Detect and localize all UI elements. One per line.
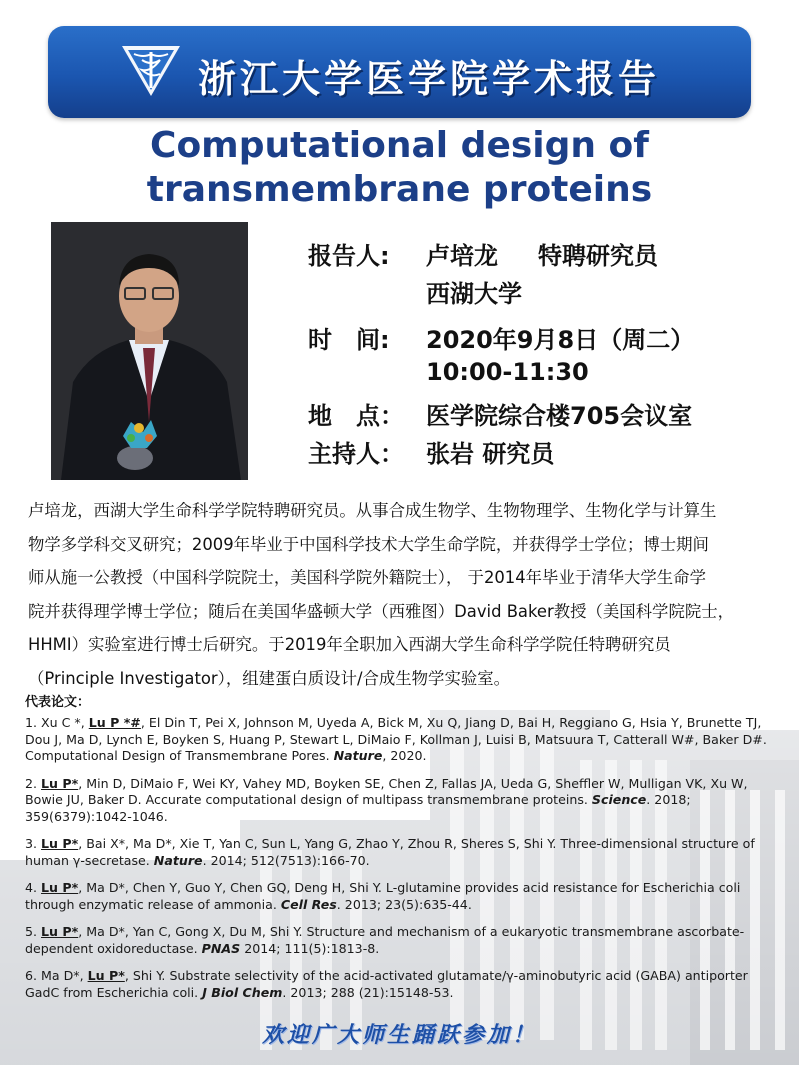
pub-text: through enzymatic release of ammonia. [25, 896, 281, 912]
pub-journal: Science [591, 792, 647, 807]
bio-line: HHMI）实验室进行博士后研究。于2019年全职加入西湖大学生命科学学院任特聘研究员 [28, 635, 671, 654]
time-label: 时 间: [308, 326, 390, 354]
talk-title-line-1: Computational design of [150, 125, 649, 166]
pub-author-highlight: Lu P* [41, 880, 79, 895]
pub-text: , El Din T, Pei X, Johnson M, Uyeda A, Bick M, Xu Q, Jiang D, Bai H, Reggiano G, Hsia Y, Brunette TJ, [140, 715, 762, 730]
speaker-label: 报告人: [308, 242, 390, 270]
pub-text: , Bai X*, Ma D*, Xie T, Yan C, Sun L, Yang G, Zhao Y, Zhou R, Sheres S, Shi Y. Three-dimensional structure of [78, 836, 755, 851]
pub-text: , Ma D*, Chen Y, Guo Y, Chen GQ, Deng H, Shi Y. L-glutamine provides acid resistance for Escherichia coli [78, 880, 741, 895]
pub-text: 1. Xu C *, [25, 715, 89, 730]
publications-list [25, 715, 780, 1012]
host-label: 主持人： [308, 440, 404, 468]
pub-text: 359(6379):1042-1046. [25, 808, 168, 824]
bio-line: 院并获得理学博士学位；随后在美国华盛顿大学（西雅图）David Baker教授（美国科学院院士， [28, 601, 735, 621]
speaker-photo [51, 222, 248, 480]
bio-line: 卢培龙，西湖大学生命科学学院特聘研究员。从事合成生物学、生物物理学、生物化学与计算生 [28, 501, 717, 520]
venue-label: 地 点： [308, 402, 404, 430]
speaker-bio [28, 494, 778, 695]
pub-journal: Cell Res [280, 896, 337, 912]
publication-item [25, 776, 780, 826]
talk-venue: 医学院综合楼705会议室 [426, 402, 693, 430]
pub-text: Bowie JU, Baker D. Accurate computational design of multipass transmembrane proteins. [25, 792, 592, 807]
publication-item [25, 924, 780, 957]
pub-text: 2014; 111(5):1813-8. [240, 940, 380, 956]
bio-line: 师从施一公教授（中国科学院院士，美国科学院外籍院士）， 于2014年毕业于清华大学生命学 [28, 568, 706, 587]
pub-text: , Ma D*, Yan C, Gong X, Du M, Shi Y. Structure and mechanism of a eukaryotic transmembrane ascorbate- [78, 924, 745, 939]
pub-text: Computational Design of Transmembrane Pores. [25, 748, 334, 763]
welcome-message: 欢迎广大师生踊跃参加！ [261, 1023, 537, 1048]
pub-text: 3. [25, 836, 42, 851]
medical-caduceus-icon [120, 42, 182, 98]
pub-text: GadC from Escherichia coli. [25, 984, 203, 1000]
pub-journal: PNAS [201, 940, 241, 956]
pub-text: 6. Ma D*, [25, 968, 88, 983]
pub-text: . 2013; 23(5):635-44. [336, 896, 472, 912]
pub-text: human γ-secretase. [25, 852, 154, 868]
banner-title: 浙江大学医学院学术报告 [198, 57, 661, 101]
publications-heading: 代表论文： [25, 695, 91, 710]
header-banner [48, 26, 751, 118]
pub-author-highlight: Lu P* [41, 775, 79, 791]
pub-text: , 2020. [382, 748, 427, 763]
speaker-affiliation: 西湖大学 [426, 280, 522, 308]
pub-text: 4. [25, 880, 42, 895]
publication-item [25, 715, 780, 765]
bio-line: （Principle Investigator），组建蛋白质设计/合成生物学实验室。 [28, 668, 511, 688]
talk-date: 2020年9月8日（周二） [426, 326, 695, 354]
talk-title-line-2: transmembrane proteins [146, 169, 653, 210]
pub-author-highlight: Lu P* [41, 836, 79, 851]
pub-journal: Nature [153, 852, 203, 868]
talk-host: 张岩 研究员 [426, 440, 555, 468]
pub-author-highlight: Lu P* [87, 968, 125, 983]
pub-text: dependent oxidoreductase. [25, 940, 202, 956]
pub-journal: J Biol Chem [202, 984, 283, 1000]
pub-text: 2. [25, 775, 42, 791]
talk-title [0, 124, 799, 212]
bio-line: 物学多学科交叉研究；2009年毕业于中国科学技术大学生命学院，并获得学士学位；博士期间 [28, 534, 709, 554]
publication-item [25, 836, 780, 869]
speaker-title: 特聘研究员 [538, 242, 658, 270]
talk-time-range: 10:00-11:30 [426, 358, 589, 386]
pub-author-highlight: Lu P *# [88, 715, 141, 730]
pub-text: , Min D, DiMaio F, Wei KY, Vahey MD, Boyken SE, Chen Z, Fallas JA, Ueda G, Sheffler W, Mulligan VK, Xu W, [78, 775, 748, 791]
pub-text: . 2013; 288 (21):15148-53. [282, 984, 454, 1000]
speaker-name: 卢培龙 [426, 242, 498, 270]
pub-text: . 2014; 512(7513):166-70. [202, 852, 370, 868]
pub-text: 5. [25, 924, 42, 939]
pub-text: , Shi Y. Substrate selectivity of the acid-activated glutamate/γ-aminobutyric acid (GABA) antiporter [124, 968, 748, 983]
pub-text: . 2018; [646, 792, 691, 807]
pub-journal: Nature [333, 748, 383, 763]
pub-text: Dou J, Ma D, Lynch E, Boyken S, Huang P, Stewart L, DiMaio F, Kollman J, Luisi B, Matsuura T, Catterall W#, Baker D#. [25, 731, 767, 747]
publication-item [25, 968, 780, 1001]
publication-item [25, 880, 780, 913]
pub-author-highlight: Lu P* [41, 924, 79, 939]
